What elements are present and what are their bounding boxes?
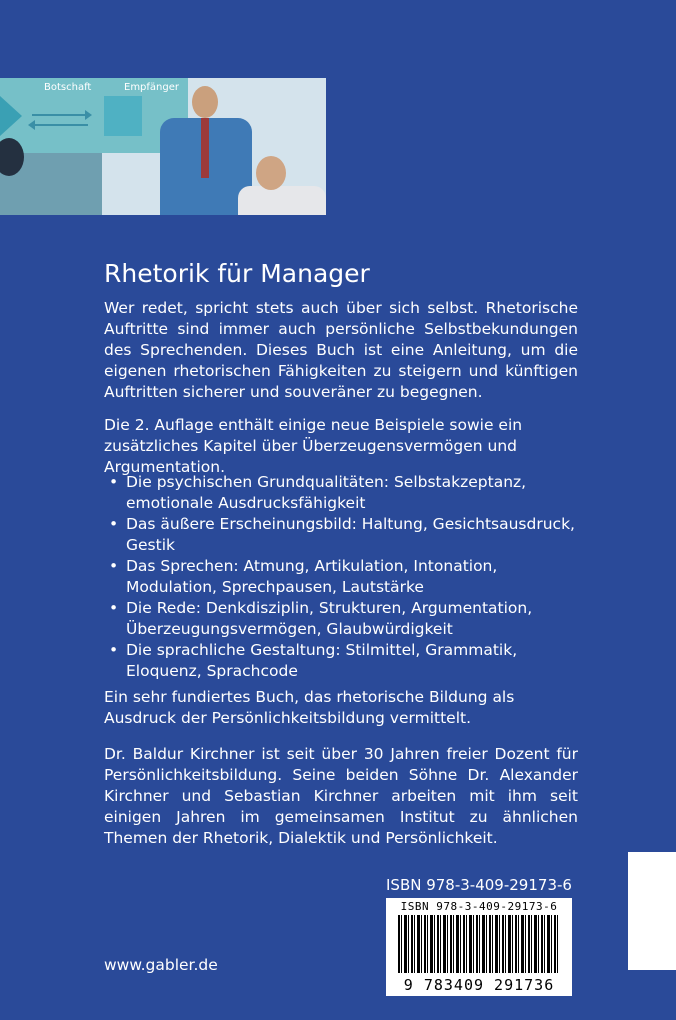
arrow-left-icon bbox=[32, 124, 88, 126]
photo-label-empfaenger: Empfänger bbox=[124, 82, 180, 93]
triangle-shape bbox=[0, 96, 22, 136]
barcode-isbn-text: ISBN 978-3-409-29173-6 bbox=[400, 900, 558, 913]
summary-paragraph: Ein sehr fundiertes Buch, das rhetorische Bildung als Ausdruck der Persönlichkeitsbildung vermittelt. bbox=[104, 688, 515, 727]
listener-head bbox=[256, 156, 286, 190]
barcode-bars bbox=[398, 915, 560, 973]
presenter-head bbox=[192, 86, 218, 118]
barcode bbox=[386, 898, 572, 996]
topic-list bbox=[104, 472, 578, 682]
edition-paragraph: Die 2. Auflage enthält einige neue Beispiele sowie ein zusätzliches Kapitel über Überzeugensvermögen und Argumentation. bbox=[104, 416, 523, 476]
isbn-label: ISBN 978-3-409-29173-6 bbox=[386, 876, 572, 894]
barcode-number: 9 783409 291736 bbox=[403, 976, 555, 994]
presenter-tie bbox=[201, 118, 209, 178]
list-item: • Die psychischen Grundqualitäten: Selbstakzeptanz, emotionale Ausdrucksfähigkeit bbox=[104, 472, 578, 514]
cover-photo bbox=[0, 78, 326, 215]
publisher-link[interactable]: www.gabler.de bbox=[104, 956, 218, 974]
square-shape bbox=[104, 96, 142, 136]
author-paragraph: Dr. Baldur Kirchner ist seit über 30 Jahren freier Dozent für Persönlichkeitsbildung. Seine beiden Söhne Dr. Alexander Kirchner und Sebastian Kirchner arbeiten mit ihm seit einigen Jahren im gemeinsamen Institut zu ähnlichen Themen der Rhetorik, Dialektik und Persönlichkeit. bbox=[104, 745, 578, 847]
list-item: • Das äußere Erscheinungsbild: Haltung, Gesichtsausdruck, Gestik bbox=[104, 514, 578, 556]
book-title: Rhetorik für Manager bbox=[104, 259, 370, 288]
arrow-right-icon bbox=[32, 114, 88, 116]
intro-paragraph: Wer redet, spricht stets auch über sich selbst. Rhetorische Auftritte sind immer auch persönliche Selbstbekundungen des Sprechenden. Dieses Buch ist eine Anleitung, um die eigenen rhetorischen Fähigkeiten zu steigern und künftigen Auftritten sicherer und souveräner zu begegnen. bbox=[104, 299, 578, 401]
list-item: • Die sprachliche Gestaltung: Stilmittel, Grammatik, Eloquenz, Sprachcode bbox=[104, 640, 578, 682]
listener-body bbox=[238, 186, 326, 215]
list-item: • Das Sprechen: Atmung, Artikulation, Intonation, Modulation, Sprechpausen, Lautstärke bbox=[104, 556, 578, 598]
spine-label-box bbox=[628, 852, 676, 970]
list-item: • Die Rede: Denkdisziplin, Strukturen, Argumentation, Überzeugungsvermögen, Glaubwürdigkeit bbox=[104, 598, 578, 640]
photo-label-botschaft: Botschaft bbox=[44, 82, 92, 93]
